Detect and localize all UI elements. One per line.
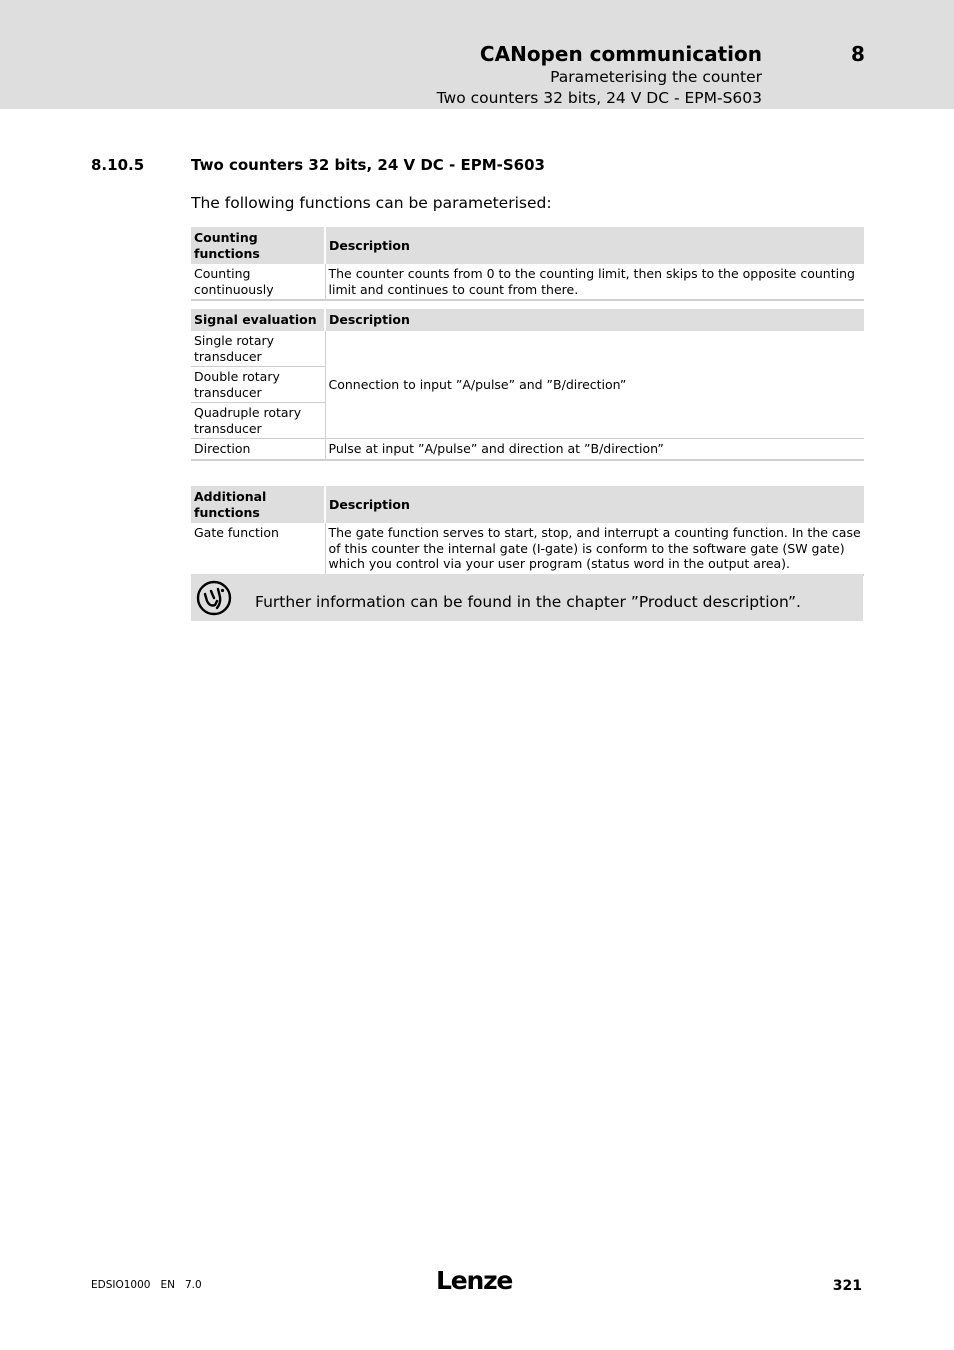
page-number: 321 <box>832 1278 862 1294</box>
header-subtitle-2: Two counters 32 bits, 24 V DC - EPM-S603 <box>436 89 762 107</box>
hint-icon <box>196 580 232 616</box>
signal-name: Direction <box>191 439 325 460</box>
function-name: Counting continuously <box>191 264 325 300</box>
column-header: Additional functions <box>191 486 325 523</box>
additional-functions-table <box>191 486 864 576</box>
table-header-row <box>191 309 864 331</box>
chapter-number: 8 <box>851 42 865 66</box>
intro-text: The following functions can be parameterised: <box>191 194 552 212</box>
signal-evaluation-table <box>191 309 864 461</box>
chapter-title: CANopen communication <box>479 42 762 66</box>
signal-name: Single rotary transducer <box>191 331 325 367</box>
signal-description: Connection to input ”A/pulse” and ”B/direction” <box>325 331 864 439</box>
table-row <box>191 331 864 367</box>
function-description: The gate function serves to start, stop, and interrupt a counting function. In the case of this counter the internal gate (I-gate) is conform to the software gate (SW gate) which you control via your user program (status word in the output area). <box>325 523 864 575</box>
table-row <box>191 264 864 300</box>
table-row <box>191 523 864 575</box>
signal-name: Double rotary transducer <box>191 367 325 403</box>
function-description: The counter counts from 0 to the counting limit, then skips to the opposite counting limit and continues to count from there. <box>325 264 864 300</box>
table-header-row <box>191 227 864 264</box>
table-header-row <box>191 486 864 523</box>
column-header: Description <box>325 309 864 331</box>
table-row <box>191 439 864 460</box>
svg-text:Lenze: Lenze <box>436 1266 513 1293</box>
column-header: Counting functions <box>191 227 325 264</box>
note-box <box>191 574 863 621</box>
column-header: Description <box>325 227 864 264</box>
note-text: Further information can be found in the chapter ”Product description”. <box>255 593 801 611</box>
section-title: Two counters 32 bits, 24 V DC - EPM-S603 <box>191 156 545 174</box>
header-subtitle-1: Parameterising the counter <box>550 68 762 86</box>
function-name: Gate function <box>191 523 325 575</box>
column-header: Description <box>325 486 864 523</box>
section-number: 8.10.5 <box>91 156 145 174</box>
signal-description: Pulse at input ”A/pulse” and direction at ”B/direction” <box>325 439 864 460</box>
document-id: EDSIO1000 EN 7.0 <box>91 1279 202 1291</box>
signal-name: Quadruple rotary transducer <box>191 403 325 439</box>
counting-functions-table <box>191 227 864 301</box>
lenze-logo <box>436 1265 514 1293</box>
column-header: Signal evaluation <box>191 309 325 331</box>
